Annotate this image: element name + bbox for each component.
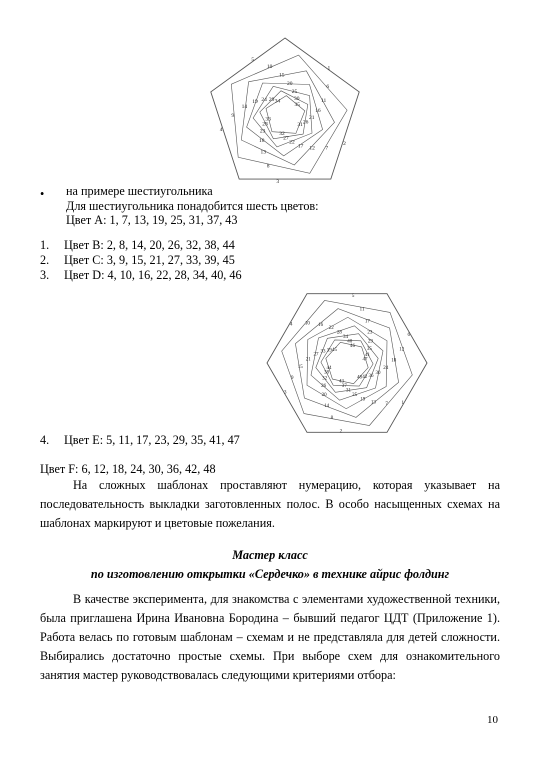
- strip-number-label: 37: [341, 383, 347, 389]
- strip-number-label: 48: [357, 375, 362, 381]
- list-text: Цвет Е: 5, 11, 17, 23, 29, 35, 41, 47: [64, 433, 240, 447]
- strip-number-label: 23: [367, 330, 373, 336]
- strip-number-label: 2: [339, 429, 343, 435]
- strip-number-label: 21: [305, 357, 311, 363]
- bullet-line1: Для шестиугольника понадобится шесть цветов:: [66, 199, 319, 213]
- strip-number-label: 23: [259, 128, 266, 135]
- spiral-layer-outline: [304, 317, 387, 408]
- strip-number-label: 34: [274, 98, 281, 105]
- strip-number-label: 28: [336, 330, 342, 336]
- strip-number-label: 15: [278, 72, 285, 79]
- strip-number-label: 18: [391, 358, 397, 364]
- spiral-layer-outline: [211, 38, 359, 179]
- strip-number-label: 5: [351, 293, 355, 299]
- strip-number-label: 46: [350, 344, 355, 350]
- strip-number-label: 38: [324, 370, 329, 376]
- strip-number-label: 12: [309, 145, 315, 152]
- list-number: 4.: [40, 433, 50, 447]
- strip-number-label: 11: [320, 97, 327, 104]
- strip-number-label: 26: [302, 119, 309, 126]
- strip-number-label: 40: [347, 339, 353, 345]
- strip-number-label: 13: [260, 149, 266, 156]
- strip-number-label: 36: [368, 373, 374, 379]
- strip-number-label: 43: [339, 379, 344, 385]
- strip-number-label: 39: [326, 348, 332, 354]
- strip-number-label: 10: [304, 321, 310, 327]
- strip-number-label: 8: [266, 163, 270, 170]
- strip-number-label: 7: [325, 145, 329, 152]
- strip-number-label: 29: [367, 339, 373, 345]
- strip-number-label: 30: [294, 96, 300, 103]
- strip-number-label: 15: [297, 365, 303, 371]
- strip-number-label: 24: [383, 365, 389, 371]
- strip-number-label: 22: [328, 326, 334, 332]
- strip-number-label: 44: [326, 365, 332, 371]
- strip-number-label: 31: [297, 121, 303, 128]
- list-item: [40, 238, 235, 253]
- strip-number-label: 16: [315, 108, 321, 115]
- strip-number-label: 6: [326, 83, 330, 90]
- strip-number-label: 24: [261, 97, 267, 104]
- strip-number-label: 20: [321, 393, 327, 399]
- strip-number-label: 12: [399, 347, 405, 353]
- list-item: [40, 433, 240, 448]
- strip-number-label: 4: [290, 322, 293, 328]
- page-number: 10: [487, 714, 498, 726]
- strip-number-label: 35: [366, 347, 372, 352]
- bullet-title: на примере шестиугольника: [66, 184, 213, 198]
- strip-number-label: 19: [252, 99, 258, 106]
- list-text: Цвет В: 2, 8, 14, 20, 26, 32, 38, 44: [64, 238, 235, 252]
- list-item: [40, 253, 235, 268]
- strip-number-label: 30: [375, 370, 381, 376]
- pentagon-template-diagram: [200, 30, 370, 190]
- list-text: Цвет D: 4, 10, 16, 22, 28, 34, 40, 46: [64, 268, 242, 282]
- strip-number-label: 7: [385, 402, 388, 407]
- strip-number-label: 19: [360, 397, 366, 403]
- strip-number-label: 33: [320, 349, 326, 355]
- strip-number-label: 42: [362, 375, 368, 381]
- list-text: Цвет С: 3, 9, 15, 21, 27, 33, 39, 45: [64, 253, 235, 267]
- paragraph-experiment: В качестве эксперимента, для знакомства с элементами художественной техники, была приглашена Ирина Ивановна Бородина – бывший педагог ЦДТ (Приложение 1). Работа велась по готовым шаблонам – схемам и не представляла для детей сложности. Выбирались достаточно простые схемы. При выборе схем для ознакомительного занятия мастер руководствовалась следующими критериями отбора:: [40, 592, 500, 682]
- heading-master-class-subtitle: по изготовлению открытки «Сердечко» в технике айрис фолдинг: [90, 567, 450, 581]
- strip-number-label: 9: [291, 375, 294, 381]
- list-number: 1.: [40, 238, 50, 252]
- color-f-line: Цвет F: 6, 12, 18, 24, 30, 36, 42, 48: [40, 462, 216, 476]
- strip-number-label: 29: [268, 97, 275, 104]
- strip-number-label: 6: [407, 333, 411, 339]
- strip-number-label: 5: [251, 57, 255, 64]
- strip-number-label: 2: [343, 140, 346, 147]
- strip-number-label: 3: [276, 178, 280, 185]
- strip-number-label: 17: [364, 319, 370, 325]
- paragraph-templates: На сложных шаблонах проставляют нумерацию, которая указывает на последовательность выкладки заготовленных полос. В особо насыщенных схемах на шаблонах маркируют и цветовые пожелания.: [40, 478, 500, 530]
- strip-number-label: 32: [279, 130, 285, 137]
- strip-number-label: 8: [330, 416, 334, 422]
- strip-number-label: 28: [262, 121, 268, 128]
- hexagon-template-diagram: [250, 283, 445, 443]
- list-number: 3.: [40, 268, 50, 282]
- strip-number-label: 25: [352, 393, 358, 399]
- strip-number-label: 13: [370, 400, 376, 406]
- strip-number-label: 22: [289, 139, 295, 146]
- strip-number-label: 1: [327, 65, 331, 72]
- list-number: 2.: [40, 253, 50, 267]
- strip-number-label: 14: [324, 404, 330, 409]
- bullet-marker: •: [40, 187, 45, 201]
- strip-number-label: 1: [401, 400, 404, 406]
- strip-number-label: 11: [359, 307, 365, 313]
- bullet-line2: Цвет А: 1, 7, 13, 19, 25, 31, 37, 43: [66, 213, 238, 227]
- spiral-layer-outline: [267, 294, 427, 433]
- strip-number-label: 34: [343, 335, 348, 340]
- strip-number-label: 14: [241, 104, 248, 111]
- strip-number-label: 10: [266, 64, 273, 70]
- strip-number-label: 21: [308, 115, 315, 122]
- strip-number-label: 27: [283, 135, 289, 142]
- strip-number-label: 33: [265, 116, 271, 123]
- spiral-layer-outline: [295, 309, 398, 418]
- strip-number-label: 4: [219, 127, 223, 134]
- strip-number-label: 20: [286, 80, 293, 87]
- strip-number-label: 17: [297, 143, 304, 150]
- strip-number-label: 45: [332, 348, 337, 354]
- strip-number-label: 35: [294, 102, 301, 108]
- heading-master-class: Мастер класс: [232, 548, 308, 562]
- strip-number-label: 26: [321, 384, 327, 389]
- strip-number-label: 3: [283, 390, 287, 396]
- strip-number-label: 32: [322, 376, 328, 382]
- strip-number-label: 25: [291, 88, 298, 95]
- strip-number-label: 27: [313, 352, 319, 358]
- strip-number-label: 41: [365, 353, 370, 359]
- strip-number-label: 47: [362, 357, 368, 363]
- strip-number-label: 16: [318, 323, 324, 328]
- strip-number-label: 18: [258, 137, 265, 144]
- strip-number-label: 31: [346, 388, 351, 394]
- list-item: [40, 268, 242, 283]
- strip-number-label: 9: [231, 113, 235, 120]
